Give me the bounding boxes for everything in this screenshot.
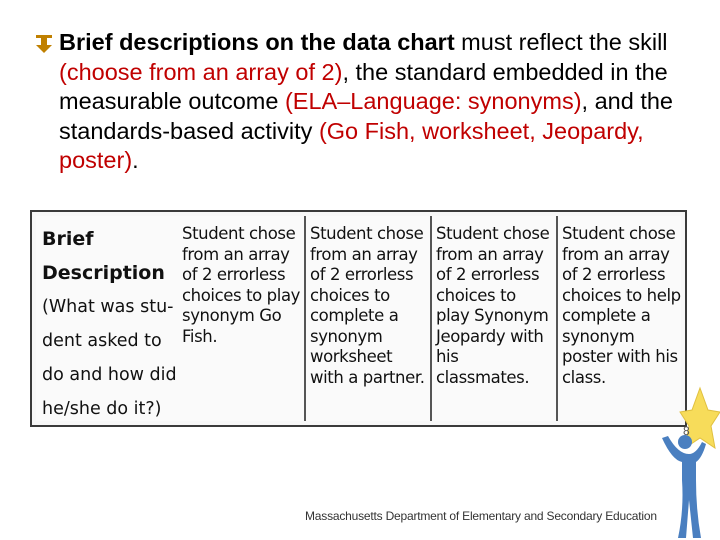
header-line: dent asked to (42, 331, 162, 351)
page-number: 8 (683, 424, 690, 438)
cell-text: Student chose from an array of 2 errorless choices to play synonym Go Fish. (182, 224, 301, 346)
cell-text: Student chose from an array of 2 errorless choices to play Synonym Jeopardy with his classmates. (436, 224, 550, 387)
bullet-text (59, 28, 703, 176)
bullet-lead: Brief descriptions on the data chart (59, 29, 455, 55)
bullet-segment: , the standard embedded in the measurable outcome (59, 58, 668, 114)
table-cell (178, 216, 304, 421)
table-header-cell (36, 216, 180, 421)
bullet-paragraph (33, 28, 703, 176)
cell-text: Student chose from an array of 2 errorless choices to help complete a synonym poster with his class. (562, 224, 681, 387)
header-line: Brief (42, 228, 94, 250)
header-line: Description (42, 262, 165, 284)
bullet-activity: (Go Fish, worksheet, Jeopardy, poster) (59, 117, 644, 173)
bullet-skill: (choose from an array of 2) (59, 58, 343, 85)
arrow-icon (33, 32, 55, 54)
cell-text: Student chose from an array of 2 errorless choices to complete a synonym worksheet with a partner. (310, 224, 425, 387)
bullet-period: . (132, 147, 139, 173)
bullet-standard: (ELA–Language: synonyms) (284, 88, 582, 114)
footer-text: Massachusetts Department of Elementary and Secondary Education (305, 509, 657, 523)
bullet-segment: must reflect the skill (454, 29, 668, 55)
star-figure-icon (652, 380, 720, 540)
header-line: (What was stu- (42, 297, 174, 317)
data-chart-image (30, 210, 687, 427)
table-cell (432, 216, 556, 421)
bullet-segment: , and the standards-based activity (59, 88, 673, 144)
header-line: do and how did (42, 365, 177, 385)
header-line: he/she do it?) (42, 399, 162, 419)
table-cell (306, 216, 430, 421)
